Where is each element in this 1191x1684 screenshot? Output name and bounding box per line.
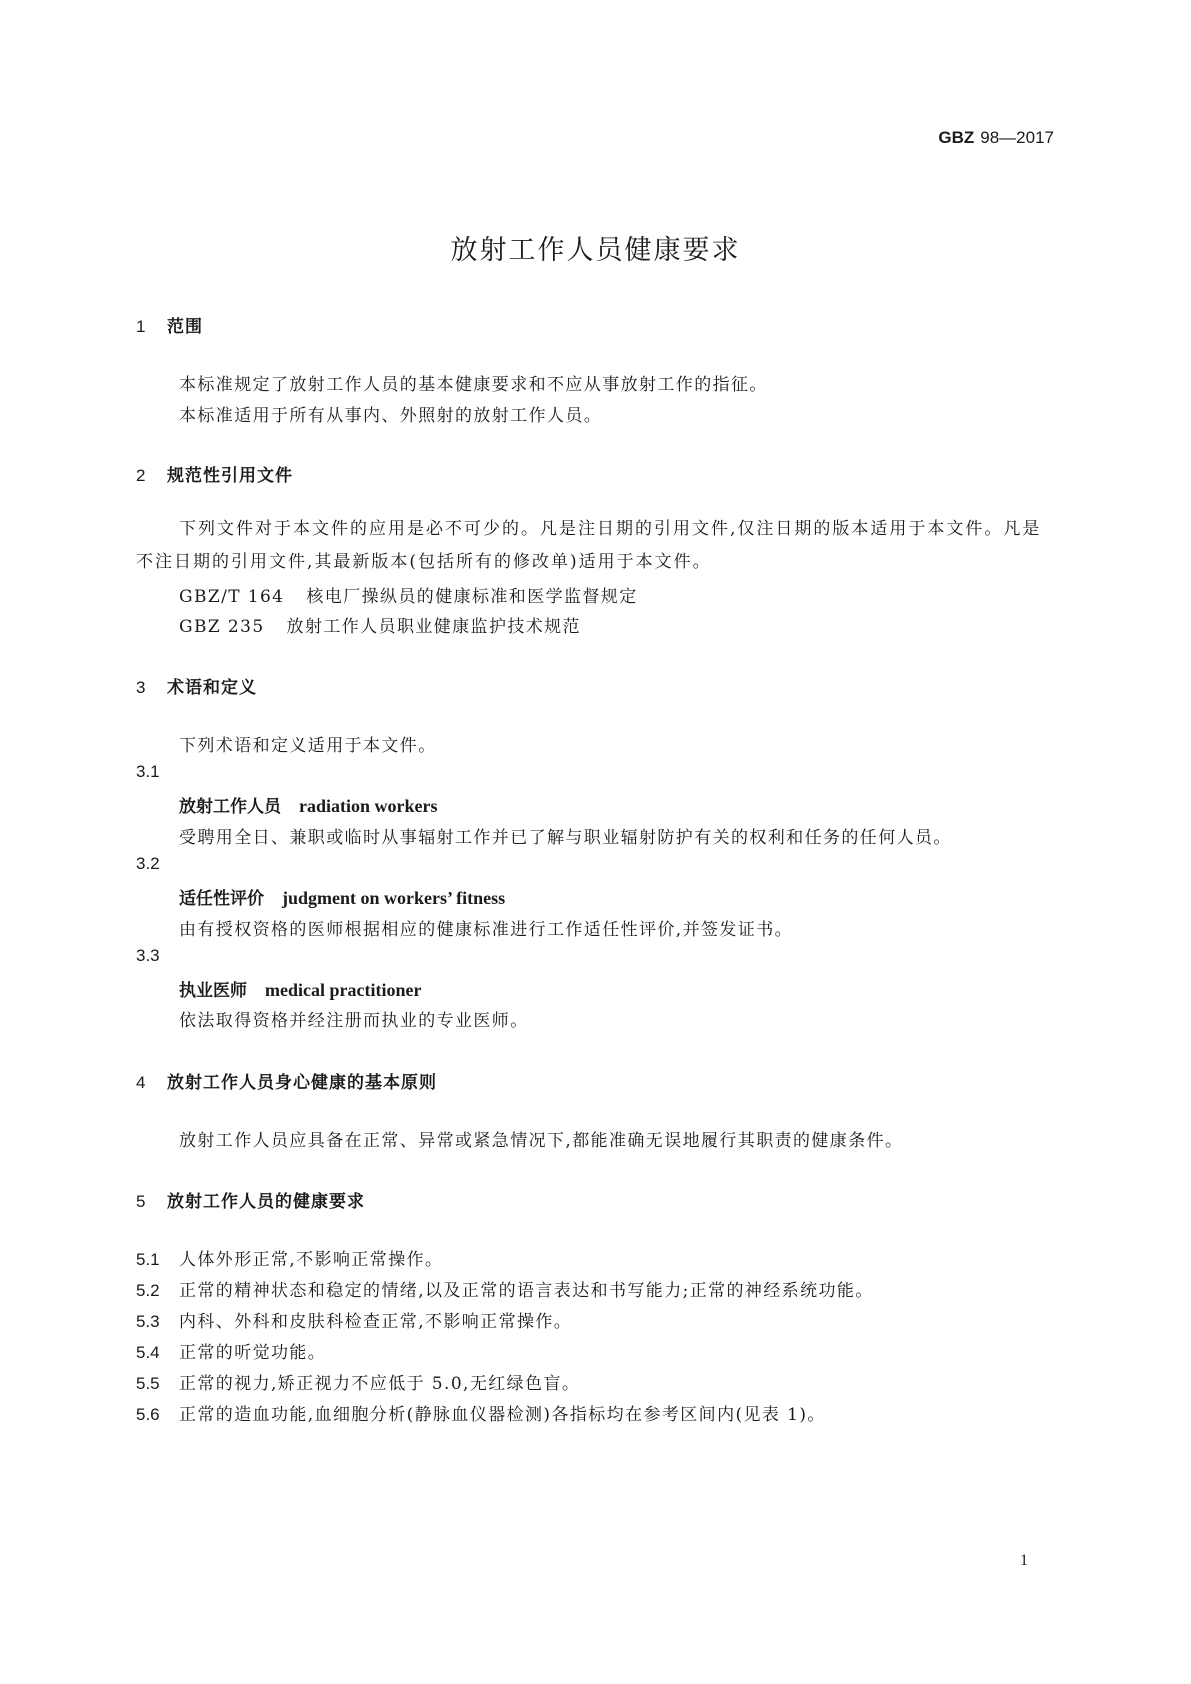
requirement-text: 正常的精神状态和稳定的情绪,以及正常的语言表达和书写能力;正常的神经系统功能。 xyxy=(179,1281,874,1301)
paragraph: 放射工作人员应具备在正常、异常或紧急情况下,都能准确无误地履行其职责的健康条件。 xyxy=(179,1131,904,1151)
section-number: 2 xyxy=(136,466,147,485)
standard-number: 98—2017 xyxy=(980,128,1054,147)
term-heading xyxy=(179,976,421,1001)
requirement-number: 5.6 xyxy=(136,1405,160,1424)
paragraph: 下列术语和定义适用于本文件。 xyxy=(179,736,437,756)
term-number: 3.1 xyxy=(136,762,160,781)
requirement-item xyxy=(136,1307,572,1332)
section-title: 术语和定义 xyxy=(167,678,257,698)
term-number: 3.3 xyxy=(136,946,160,965)
term-en: radiation workers xyxy=(299,796,438,816)
section-1-heading xyxy=(136,312,203,337)
paragraph: 本标准适用于所有从事内、外照射的放射工作人员。 xyxy=(179,406,603,426)
section-number: 1 xyxy=(136,317,147,336)
reference-code: GBZ 235 xyxy=(179,617,265,637)
term-zh: 放射工作人员 xyxy=(179,797,281,817)
requirement-text: 内科、外科和皮肤科检查正常,不影响正常操作。 xyxy=(179,1312,573,1332)
term-en: judgment on workers’ fitness xyxy=(282,888,506,908)
requirement-text: 正常的视力,矫正视力不应低于 5.0,无红绿色盲。 xyxy=(179,1374,581,1394)
section-title: 范围 xyxy=(167,317,203,337)
requirement-number: 5.4 xyxy=(136,1343,160,1362)
section-2-heading xyxy=(136,461,293,486)
section-number: 4 xyxy=(136,1073,147,1092)
standard-prefix: GBZ xyxy=(938,128,975,147)
reference-code: GBZ/T 164 xyxy=(179,587,285,607)
reference-item xyxy=(179,612,581,637)
standard-code xyxy=(938,128,1054,148)
section-title: 规范性引用文件 xyxy=(167,466,293,486)
term-definition: 受聘用全日、兼职或临时从事辐射工作并已了解与职业辐射防护有关的权利和任务的任何人员。 xyxy=(179,828,952,848)
requirement-item xyxy=(136,1245,443,1270)
paragraph: 下列文件对于本文件的应用是必不可少的。凡是注日期的引用文件,仅注日期的版本适用于本文件。凡是不注日期的引用文件,其最新版本(包括所有的修改单)适用于本文件。 xyxy=(136,519,1042,572)
page-number: 1 xyxy=(1020,1552,1028,1569)
term-heading xyxy=(179,792,438,817)
requirement-number: 5.2 xyxy=(136,1281,160,1300)
requirement-text: 人体外形正常,不影响正常操作。 xyxy=(179,1250,444,1270)
requirement-number: 5.5 xyxy=(136,1374,160,1393)
requirement-text: 正常的造血功能,血细胞分析(静脉血仪器检测)各指标均在参考区间内(见表 1)。 xyxy=(179,1405,826,1425)
term-heading xyxy=(179,884,505,909)
term-definition: 由有授权资格的医师根据相应的健康标准进行工作适任性评价,并签发证书。 xyxy=(179,920,794,940)
reference-item xyxy=(179,582,638,607)
section-5-heading xyxy=(136,1187,365,1212)
reference-title: 核电厂操纵员的健康标准和医学监督规定 xyxy=(306,587,638,607)
term-number: 3.2 xyxy=(136,854,160,873)
section-title: 放射工作人员身心健康的基本原则 xyxy=(167,1073,437,1093)
term-definition: 依法取得资格并经注册而执业的专业医师。 xyxy=(179,1011,529,1031)
requirement-item xyxy=(136,1369,580,1394)
term-zh: 适任性评价 xyxy=(179,889,264,909)
requirement-item xyxy=(136,1400,826,1425)
document-title: 放射工作人员健康要求 xyxy=(450,235,741,266)
reference-title: 放射工作人员职业健康监护技术规范 xyxy=(286,617,581,637)
section-number: 3 xyxy=(136,678,147,697)
section-4-heading xyxy=(136,1068,437,1093)
section-3-heading xyxy=(136,673,257,698)
requirement-item xyxy=(136,1338,326,1363)
section-number: 5 xyxy=(136,1192,147,1211)
requirement-item xyxy=(136,1276,874,1301)
requirement-text: 正常的听觉功能。 xyxy=(179,1343,327,1363)
requirement-number: 5.3 xyxy=(136,1312,160,1331)
paragraph: 本标准规定了放射工作人员的基本健康要求和不应从事放射工作的指征。 xyxy=(179,375,768,395)
section-title: 放射工作人员的健康要求 xyxy=(167,1192,365,1212)
term-zh: 执业医师 xyxy=(179,981,247,1001)
requirement-number: 5.1 xyxy=(136,1250,160,1269)
term-en: medical practitioner xyxy=(265,980,422,1000)
